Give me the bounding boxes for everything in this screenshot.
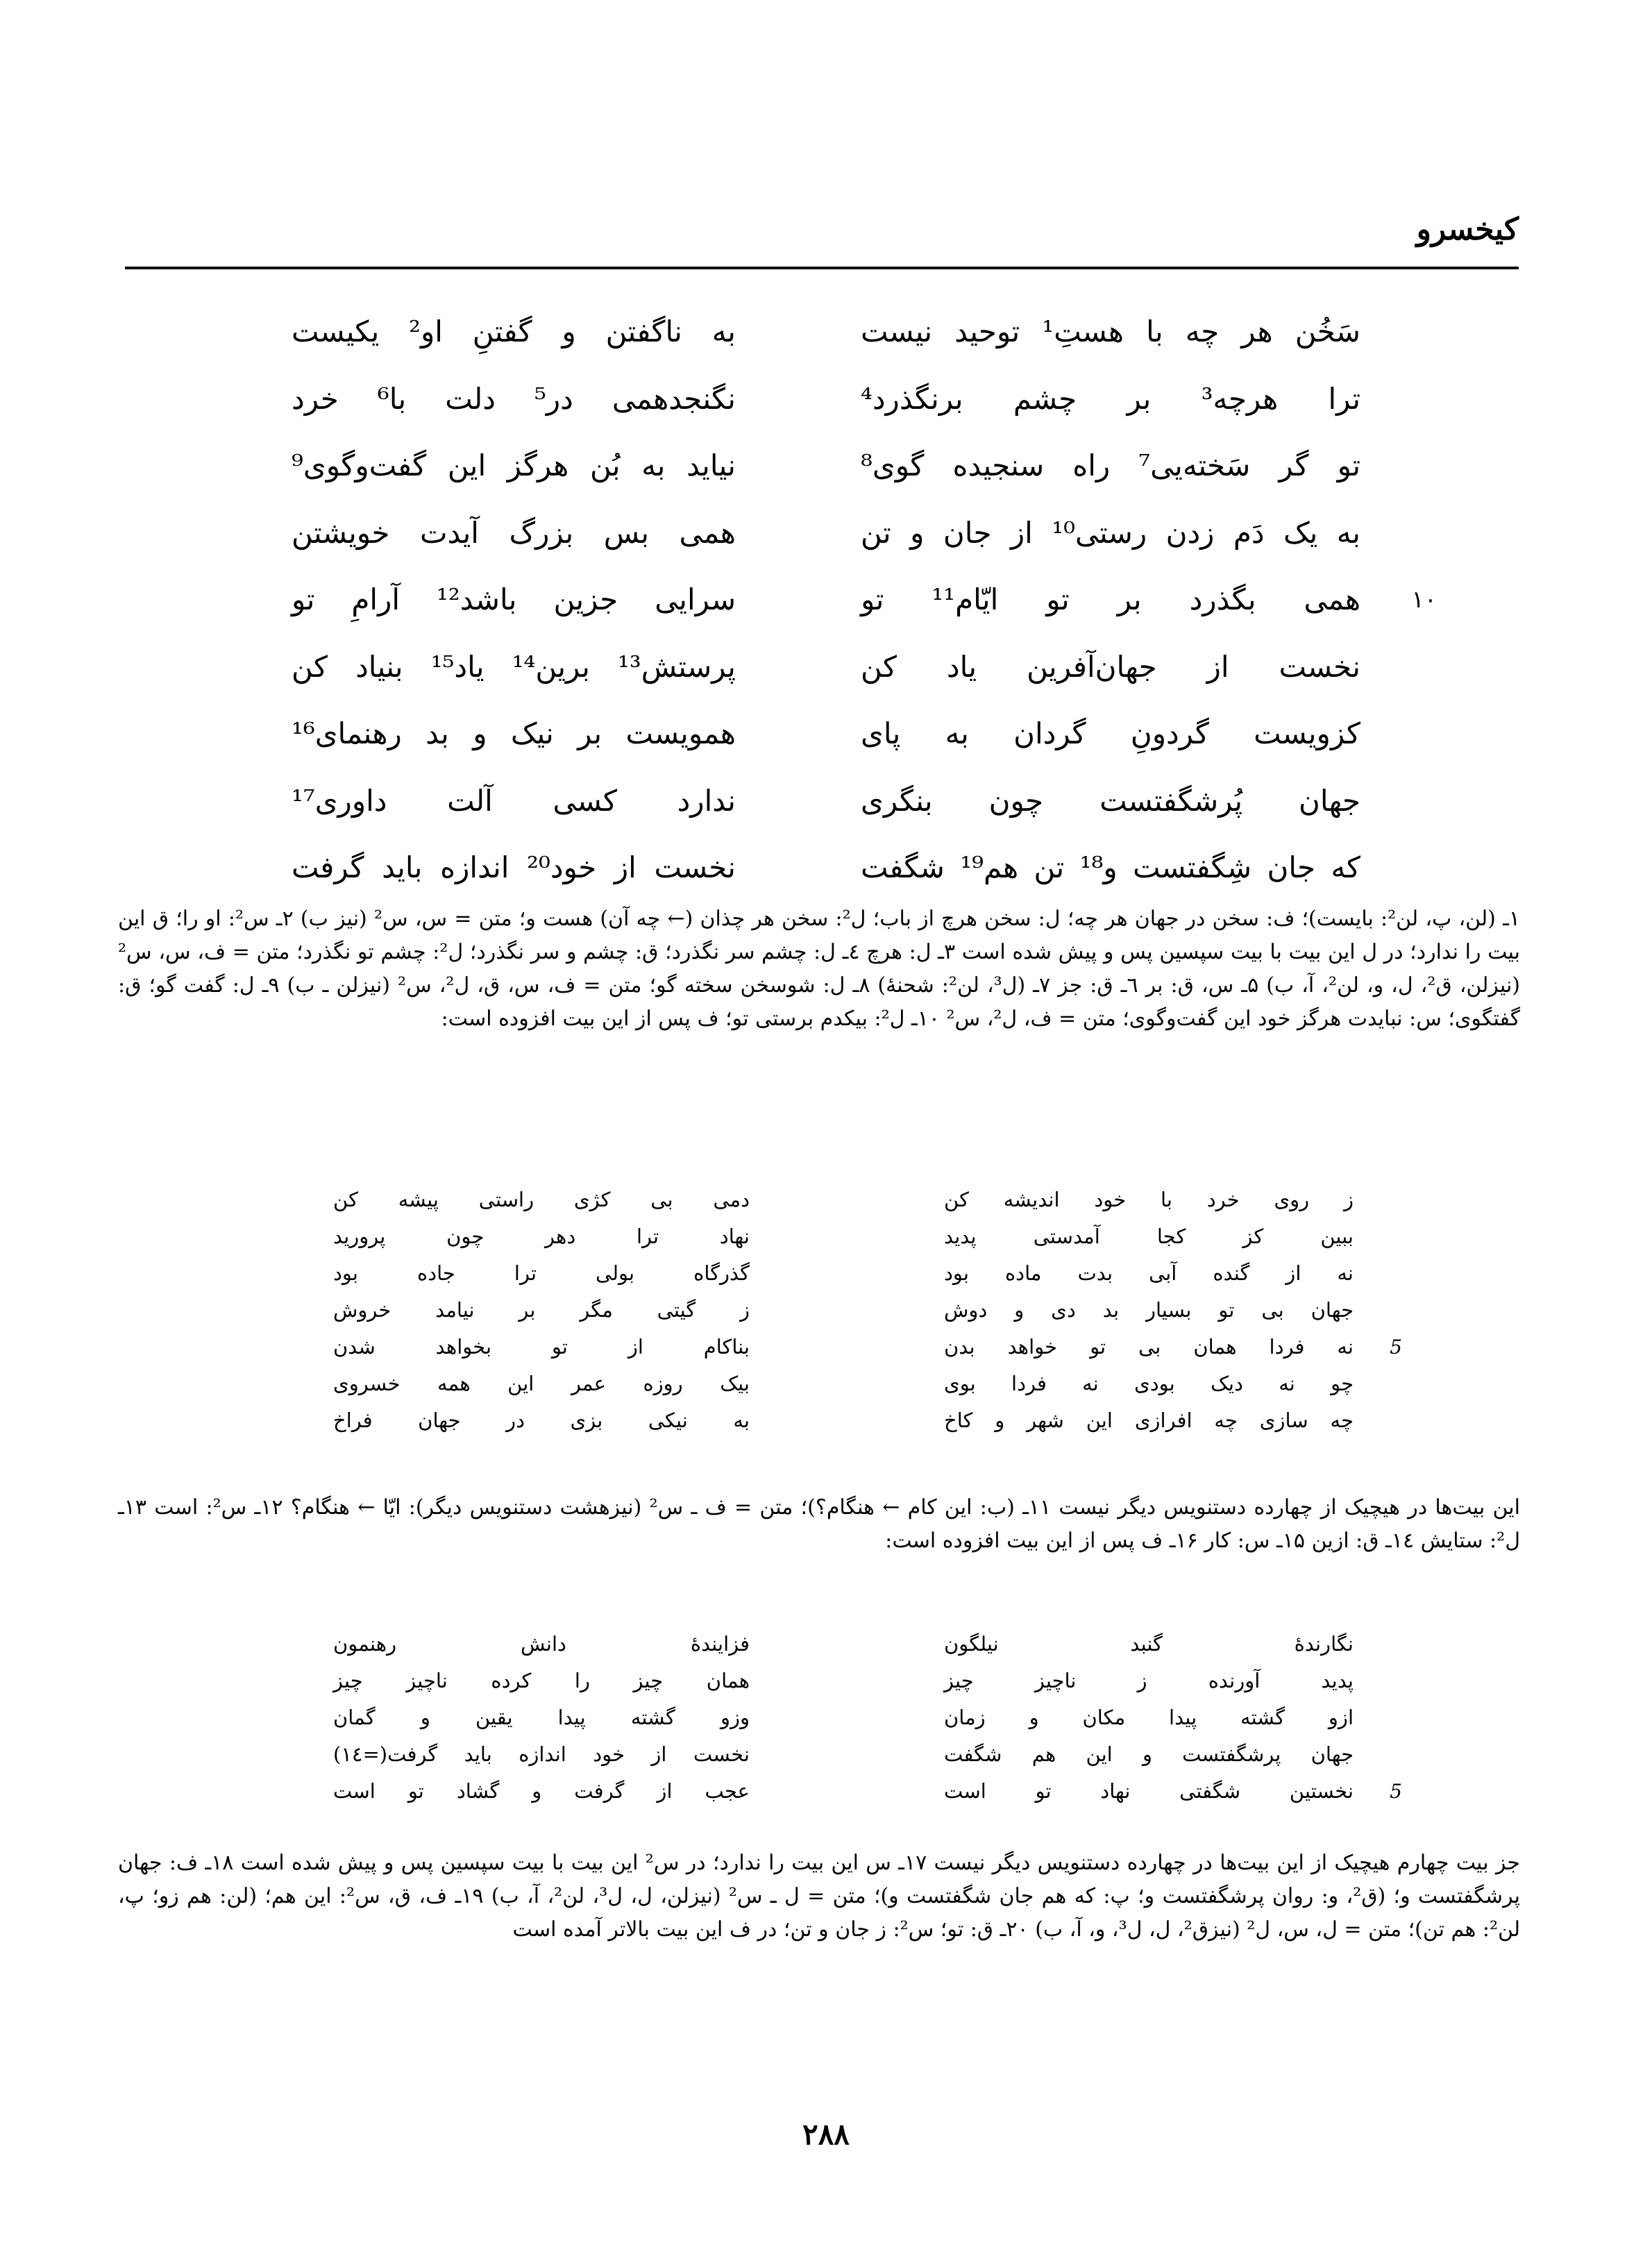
verse-row	[292, 834, 1360, 902]
footnotes-block-2: این بیت‌ها در هیچیک از چهارده دستنویس دیگر نیست ۱۱ـ (ب: این کام ← هنگام؟)؛ متن = ف ـ س² (نیزهشت دستنویس دیگر): ایّا ← هنگام؟ ۱۲ـ س²: است ۱۳ـ ل²: ستایش ۱٤ـ ق: ازین ۱۵ـ س: کار ۱۶ـ ف پس از این بیت افزوده است:	[118, 1495, 1520, 1553]
hemistich-first: نخست از جهان‌آفرین یاد کن	[861, 649, 1360, 684]
verse-row	[292, 366, 1360, 433]
added-verse-row	[333, 1773, 1402, 1810]
footnotes-block-3: جز بیت چهارم هیچیک از این بیت‌ها در چهارده دستنویس دیگر نیست ۱۷ـ س این بیت را ندارد؛ در س² این بیت با بیت سپسین پس و پیش شده است ۱۸ـ ف: جهان پرشگفتست و؛ (ق²، و: روان پرشگفتست و؛ پ: که هم جان شگفتست و)؛ متن = ل ـ س² (نیزلن، ل، ل³، لن²، آ، ب) ۱۹ـ ف، ق، س²: این هم؛ (لن: هم زو؛ پ، لن²: هم تن)؛ متن = ل، س، ل² (نیزق²، ل، ل³، و، آ، ب) ۲۰ـ ق: تو؛ س²: ز جان و تن؛ در ف این بیت بالاتر آمده است	[118, 1851, 1520, 1942]
hemistich-first: که جان شِگفتست و¹⁸ تن هم¹⁹ شگفت	[861, 850, 1361, 885]
added-verses-block-2	[333, 1626, 1402, 1810]
hemistich-second: دمی بی کژی راستی پیشه کن	[333, 1188, 750, 1211]
hemistich-first: نه از گنده آبی بدت ماده بود	[944, 1261, 1354, 1285]
hemistich-second: سرایی جزین باشد¹² آرامِ تو	[292, 582, 736, 617]
hemistich-second: نیاید به بُن هرگز این گفت‌وگوی⁹	[292, 448, 736, 483]
hemistich-second: همی بس بزرگ آیدت خویشتن	[292, 515, 736, 550]
added-verse-row	[333, 1663, 1354, 1699]
hemistich-first: چه سازی چه افرازی این شهر و کاخ	[944, 1409, 1354, 1432]
hemistich-first: تو گر سَخته‌یی⁷ راه سنجیده گوی⁸	[861, 448, 1361, 483]
added-verse-row	[333, 1402, 1354, 1439]
hemistich-second: نگنجدهمی در⁵ دلت با⁶ خرد	[292, 381, 736, 416]
added-verse-row	[333, 1255, 1354, 1292]
verse-row	[292, 500, 1360, 567]
hemistich-second: بناکام از تو بخواهد شدن	[333, 1335, 750, 1359]
added-verses-block-1	[333, 1182, 1402, 1439]
hemistich-first: جهان بی تو بسیار بد دی و دوش	[944, 1298, 1354, 1322]
hemistich-second: گذرگاه بولی ترا جاده بود	[333, 1261, 750, 1285]
added-verse-row	[333, 1365, 1354, 1402]
verse-row	[292, 299, 1360, 366]
hemistich-second: همویست بر نیک و بد رهنمای¹⁶	[292, 716, 736, 751]
hemistich-second: همان چیز را کرده ناچیز چیز	[333, 1669, 750, 1692]
hemistich-first: ازو گشته پیدا مکان و زمان	[944, 1706, 1354, 1729]
hemistich-second: بیک روزه عمر این همه خسروی	[333, 1372, 750, 1395]
verse-number: ۱۰	[1411, 586, 1437, 614]
added-verse-row	[333, 1218, 1354, 1255]
hemistich-first: نخستین شگفتی نهاد تو است	[944, 1779, 1354, 1803]
hemistich-second: فزایندهٔ دانش رهنمون	[333, 1632, 750, 1656]
hemistich-first: ترا هرچه³ بر چشم برنگذرد⁴	[861, 381, 1361, 416]
verse-number: 5	[1390, 1335, 1402, 1359]
hemistich-first: همی بگذرد بر تو ایّام¹¹ تو	[861, 582, 1360, 617]
hemistich-first: نه فردا همان بی تو خواهد بدن	[944, 1335, 1354, 1359]
hemistich-first: جهان پُرشگفتست چون بنگری	[861, 783, 1360, 818]
hemistich-first: نگارندهٔ گنبد نیلگون	[944, 1632, 1354, 1656]
hemistich-first: ز روی خرد با خود اندیشه کن	[944, 1188, 1354, 1211]
verse-number: 5	[1390, 1779, 1402, 1803]
added-verse-row	[333, 1736, 1354, 1773]
hemistich-first: ببین کز کجا آمدستی پدید	[944, 1225, 1354, 1248]
main-poem	[292, 299, 1437, 902]
verse-row	[292, 700, 1360, 768]
hemistich-first: جهان پرشگفتست و این هم شگفت	[944, 1742, 1354, 1766]
added-verse-row	[333, 1699, 1354, 1736]
hemistich-second: وزو گشته پیدا یقین و گمان	[333, 1706, 750, 1729]
hemistich-second: به نیکی بزی در جهان فراخ	[333, 1409, 750, 1432]
verse-row	[292, 634, 1360, 701]
verse-row	[292, 768, 1360, 835]
running-title: کیخسرو	[1416, 212, 1519, 247]
verse-row	[292, 566, 1437, 634]
added-verse-row	[333, 1329, 1402, 1365]
header-rule	[125, 267, 1519, 269]
added-verse-row	[333, 1182, 1354, 1218]
hemistich-first: سَخُن هر چه با هستِ¹ توحید نیست	[861, 314, 1361, 349]
verse-row	[292, 432, 1360, 500]
hemistich-first: پدید آورنده ز ناچیز چیز	[944, 1669, 1354, 1692]
added-verse-row	[333, 1626, 1354, 1663]
hemistich-second: پرستش¹³ برین¹⁴ یاد¹⁵ بنیاد کن	[292, 649, 736, 684]
page-number: ۲۸۸	[802, 2117, 850, 2151]
hemistich-first: کزویست گردونِ گردان به پای	[861, 716, 1360, 751]
hemistich-second: ندارد کسی آلت داوری¹⁷	[292, 783, 736, 818]
hemistich-first: چو نه دیک بودی نه فردا بوی	[944, 1372, 1354, 1395]
added-verse-row	[333, 1292, 1354, 1329]
hemistich-second: نخست از خود اندازه باید گرفت(=۱٤)	[333, 1742, 750, 1766]
hemistich-first: به یک دَم زدن رستی¹⁰ از جان و تن	[861, 515, 1360, 550]
hemistich-second: نهاد ترا دهر چون پرورید	[333, 1225, 750, 1248]
hemistich-second: ز گیتی مگر بر نیامد خروش	[333, 1298, 750, 1322]
hemistich-second: به ناگفتن و گفتنِ او² یکیست	[292, 314, 736, 349]
hemistich-second: عجب از گرفت و گشاد تو است	[333, 1779, 750, 1803]
footnotes-block-1: ۱ـ (لن، پ، لن²: بایست)؛ ف: سخن در جهان هر چه؛ ل: سخن هرچ از باب؛ ل²: سخن هر چذان (← چه آن) هست و؛ متن = س، س² (نیز ب) ۲ـ س²: او را؛ ق این بیت را ندارد؛ در ل این بیت با بیت سپسین پس و پیش شده است ۳ـ ل: هرچ ٤ـ ل: چشم سر نگذرد؛ ق: چشم و سر نگذرد؛ ل²: چشم تو نگذرد؛ متن = ف، س، س² (نیزلن، ق²، ل، و، لن²، آ، ب) ۵ـ س، ق: بر ٦ـ ق: جز ۷ـ (ل³، لن²: شحنهٔ) ۸ـ ل: شوسخن سخته گو؛ متن = ف، س، ق، ل²، س² (نیزلن ـ ب) ۹ـ ل: گفت گو؛ ق: گفتگوی؛ س: نبایدت هرگز خود این گفت‌وگوی؛ متن = ف، ل²، س² ۱۰ـ ل²: بیکدم برستی تو؛ ف پس از این بیت افزوده است:	[118, 907, 1521, 1031]
hemistich-second: نخست از خود²⁰ اندازه باید گرفت	[292, 850, 736, 885]
